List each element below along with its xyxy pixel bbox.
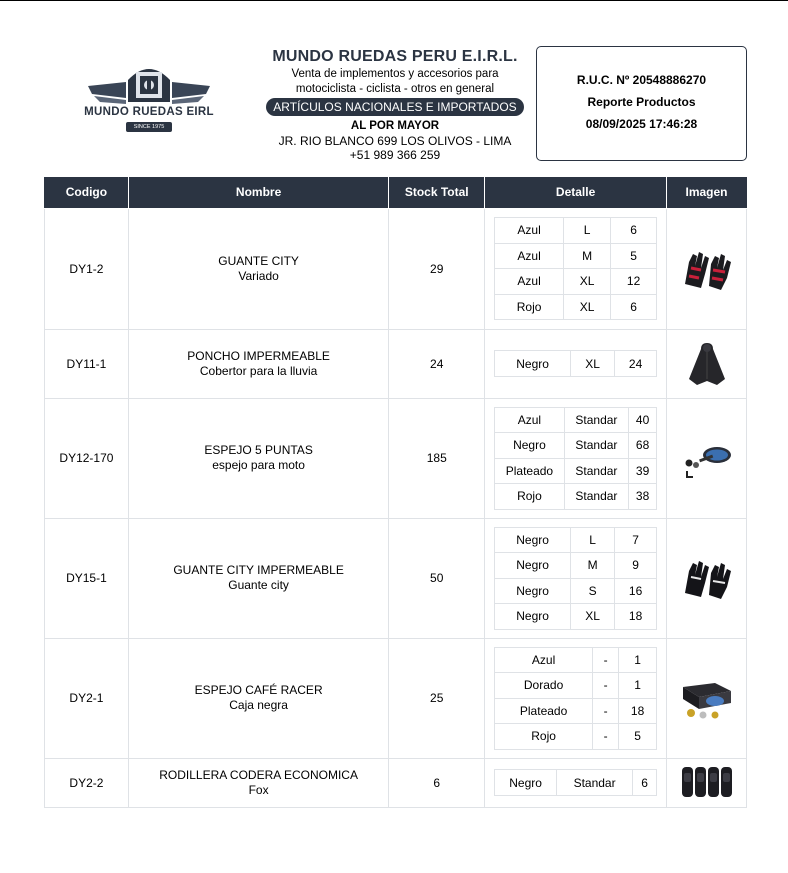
- product-stock: 6: [389, 758, 485, 807]
- product-code: DY1-2: [45, 208, 129, 329]
- detail-color: Azul: [495, 647, 593, 673]
- detail-row: [495, 527, 657, 553]
- product-stock: 25: [389, 638, 485, 758]
- product-subtitle: Fox: [248, 782, 269, 797]
- product-image-cell: [667, 638, 747, 758]
- detail-color: Negro: [495, 527, 571, 553]
- report-info-box: [536, 46, 747, 161]
- product-name: GUANTE CITY IMPERMEABLE: [173, 563, 344, 577]
- detail-table: [494, 769, 657, 796]
- detail-size: M: [571, 553, 615, 579]
- detail-color: Negro: [495, 553, 571, 579]
- header-name: Nombre: [128, 177, 388, 208]
- detail-row: [495, 673, 657, 699]
- detail-row: [495, 351, 657, 377]
- detail-qty: 40: [628, 407, 656, 433]
- product-detail-cell: [485, 208, 667, 329]
- product-image-cell: [667, 398, 747, 518]
- detail-size: -: [593, 698, 619, 724]
- detail-qty: 6: [611, 218, 657, 244]
- detail-size: -: [593, 673, 619, 699]
- detail-qty: 39: [628, 458, 656, 484]
- detail-color: Negro: [495, 604, 571, 630]
- detail-size: Standar: [564, 433, 628, 459]
- product-detail-cell: [485, 638, 667, 758]
- header-code: Codigo: [45, 177, 129, 208]
- report-datetime: 08/09/2025 17:46:28: [585, 117, 698, 131]
- detail-qty: 38: [628, 484, 656, 510]
- detail-table: [494, 217, 657, 320]
- product-detail-cell: [485, 329, 667, 398]
- products-table: [44, 177, 747, 808]
- detail-row: [494, 458, 656, 484]
- product-stock: 29: [389, 208, 485, 329]
- detail-qty: 7: [615, 527, 657, 553]
- detail-color: Azul: [495, 218, 564, 244]
- detail-qty: 1: [619, 673, 657, 699]
- detail-row: [495, 698, 657, 724]
- detail-qty: 18: [615, 604, 657, 630]
- detail-row: [495, 218, 657, 244]
- detail-row: [495, 243, 657, 269]
- detail-color: Azul: [494, 407, 564, 433]
- mirror-icon: [679, 433, 735, 483]
- poncho-icon: [679, 339, 735, 389]
- detail-qty: 24: [615, 351, 657, 377]
- detail-table: [494, 647, 657, 750]
- product-detail-cell: [485, 398, 667, 518]
- detail-row: [495, 294, 657, 320]
- company-description-1: Venta de implementos y accesorios para: [291, 68, 499, 80]
- detail-size: S: [571, 578, 615, 604]
- detail-size: Standar: [564, 458, 628, 484]
- detail-qty: 12: [611, 269, 657, 295]
- company-info: [262, 47, 528, 163]
- product-stock: 50: [389, 518, 485, 638]
- product-image-cell: [667, 758, 747, 807]
- detail-size: Standar: [557, 770, 633, 796]
- product-subtitle: Cobertor para la lluvia: [199, 363, 318, 378]
- detail-qty: 18: [619, 698, 657, 724]
- detail-row: [495, 578, 657, 604]
- detail-color: Azul: [495, 269, 564, 295]
- detail-color: Plateado: [494, 458, 564, 484]
- detail-qty: 5: [611, 243, 657, 269]
- product-image-cell: [667, 329, 747, 398]
- product-image-cell: [667, 518, 747, 638]
- detail-color: Rojo: [494, 484, 564, 510]
- detail-table: [494, 527, 657, 630]
- detail-row: [495, 604, 657, 630]
- table-header-row: [45, 177, 747, 208]
- header-image: Imagen: [667, 177, 747, 208]
- detail-qty: 6: [633, 770, 657, 796]
- product-name-cell: [128, 518, 388, 638]
- detail-row: [495, 770, 657, 796]
- detail-row: [495, 724, 657, 750]
- detail-color: Rojo: [495, 724, 593, 750]
- product-subtitle: Variado: [238, 268, 279, 283]
- detail-color: Negro: [495, 578, 571, 604]
- product-code: DY2-1: [45, 638, 129, 758]
- detail-size: -: [593, 647, 619, 673]
- product-code: DY2-2: [45, 758, 129, 807]
- product-name-cell: [128, 329, 388, 398]
- product-name-cell: [128, 208, 388, 329]
- detail-color: Dorado: [495, 673, 593, 699]
- detail-color: Plateado: [495, 698, 593, 724]
- product-stock: 185: [389, 398, 485, 518]
- product-name: PONCHO IMPERMEABLE: [187, 348, 330, 363]
- table-row: [45, 329, 747, 398]
- company-wholesale: AL POR MAYOR: [350, 120, 440, 132]
- detail-color: Negro: [494, 433, 564, 459]
- logo-since-badge: SINCE 1975: [126, 122, 172, 132]
- detail-color: Rojo: [495, 294, 564, 320]
- product-name: ESPEJO CAFÉ RACER: [194, 683, 323, 697]
- table-row: [45, 208, 747, 329]
- company-description-2: motociclista - ciclista - otros en general: [295, 82, 495, 95]
- product-image-cell: [667, 208, 747, 329]
- detail-row: [495, 269, 657, 295]
- product-name: GUANTE CITY: [218, 253, 299, 268]
- table-row: [45, 398, 747, 518]
- report-title: Reporte Productos: [587, 95, 696, 109]
- detail-size: XL: [564, 294, 611, 320]
- company-address: JR. RIO BLANCO 699 LOS OLIVOS - LIMA: [278, 133, 512, 148]
- product-name: ESPEJO 5 PUNTAS: [204, 443, 313, 457]
- ruc-number: R.U.C. Nº 20548886270: [576, 73, 707, 87]
- product-name-cell: [128, 398, 388, 518]
- detail-table: [494, 407, 657, 510]
- product-code: DY15-1: [45, 518, 129, 638]
- product-name: RODILLERA CODERA ECONOMICA: [159, 767, 358, 782]
- product-stock: 24: [389, 329, 485, 398]
- detail-color: Azul: [495, 243, 564, 269]
- detail-row: [495, 647, 657, 673]
- product-subtitle: Caja negra: [229, 698, 288, 712]
- detail-qty: 1: [619, 647, 657, 673]
- company-phone: +51 989 366 259: [349, 148, 441, 162]
- mirror-box-icon: [679, 673, 735, 723]
- detail-size: L: [571, 527, 615, 553]
- detail-size: XL: [571, 604, 615, 630]
- detail-color: Negro: [495, 351, 571, 377]
- top-border-line: [0, 0, 788, 1]
- company-tagline-pill: ARTÍCULOS NACIONALES E IMPORTADOS: [266, 98, 523, 116]
- detail-size: Standar: [564, 484, 628, 510]
- product-subtitle: espejo para moto: [212, 458, 305, 472]
- detail-size: M: [564, 243, 611, 269]
- table-row: [45, 518, 747, 638]
- detail-qty: 6: [611, 294, 657, 320]
- detail-qty: 5: [619, 724, 657, 750]
- product-detail-cell: [485, 518, 667, 638]
- knee-pads-icon: [679, 763, 735, 803]
- detail-qty: 68: [628, 433, 656, 459]
- product-code: DY11-1: [45, 329, 129, 398]
- detail-color: Negro: [495, 770, 557, 796]
- product-name-cell: [128, 638, 388, 758]
- detail-size: XL: [571, 351, 615, 377]
- detail-row: [494, 484, 656, 510]
- detail-row: [495, 553, 657, 579]
- glove-black-icon: [679, 553, 735, 603]
- company-name: MUNDO RUEDAS PERU E.I.R.L.: [272, 48, 518, 65]
- detail-row: [494, 407, 656, 433]
- detail-size: XL: [564, 269, 611, 295]
- product-code: DY12-170: [45, 398, 129, 518]
- detail-size: Standar: [564, 407, 628, 433]
- detail-size: -: [593, 724, 619, 750]
- product-detail-cell: [485, 758, 667, 807]
- detail-qty: 9: [615, 553, 657, 579]
- header-stock: Stock Total: [389, 177, 485, 208]
- detail-qty: 16: [615, 578, 657, 604]
- logo-text: MUNDO RUEDAS EIRL: [84, 106, 214, 118]
- header-detail: Detalle: [485, 177, 667, 208]
- detail-table: [494, 350, 657, 377]
- table-row: [45, 638, 747, 758]
- glove-red-icon: [679, 244, 735, 294]
- detail-size: L: [564, 218, 611, 244]
- product-name-cell: [128, 758, 388, 807]
- product-subtitle: Guante city: [228, 578, 289, 592]
- detail-row: [494, 433, 656, 459]
- table-row: [45, 758, 747, 807]
